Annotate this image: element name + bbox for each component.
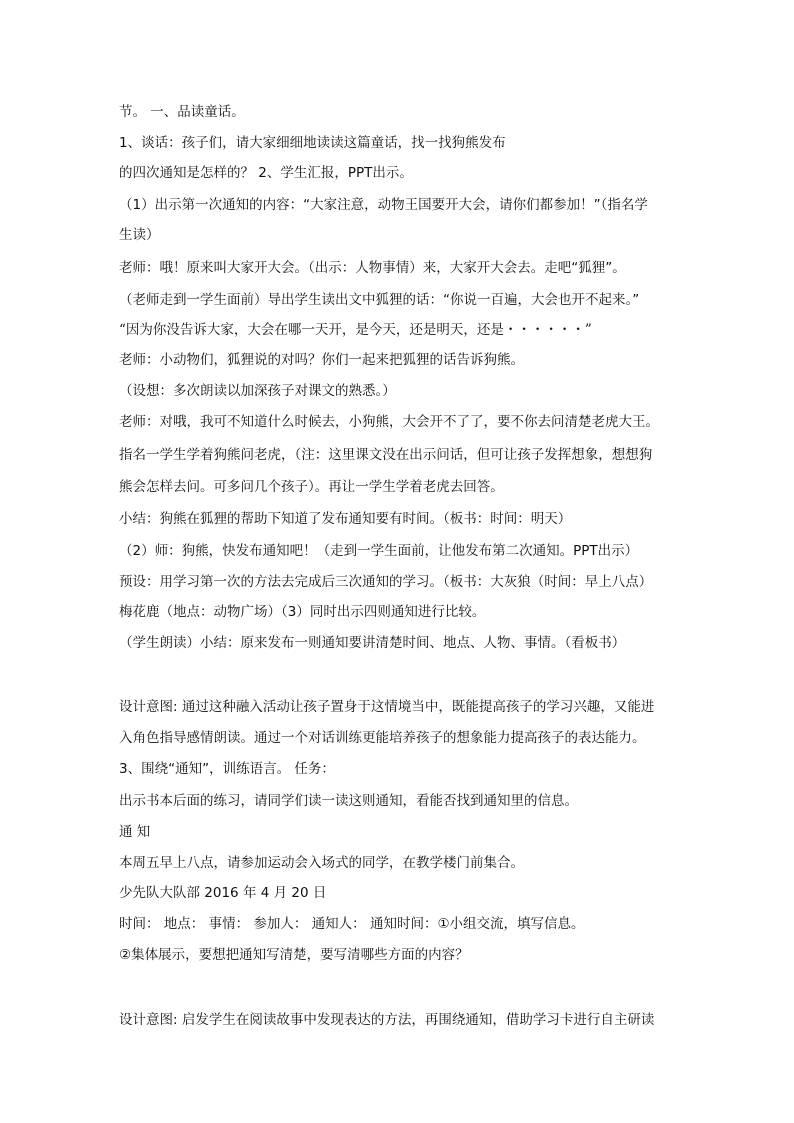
text-line: 生读） bbox=[119, 227, 160, 243]
text-line: 的四次通知是怎样的？ 2、学生汇报，PPT出示。 bbox=[119, 165, 413, 181]
text-line: ②集体展示，要想把通知写清楚，要写清哪些方面的内容？ bbox=[119, 947, 469, 963]
text-line: 时间： 地点： 事情： 参加人： 通知人： 通知时间：①小组交流，填写信息。 bbox=[119, 916, 585, 932]
text-line: 小结：狗熊在狐狸的帮助下知道了发布通知要有时间。（板书：时间：明天） bbox=[119, 511, 572, 527]
notice-heading: 通 知 bbox=[119, 824, 151, 840]
text-line: 老师：对哦，我可不知道什么时候去，小狗熊，大会开不了了，要不你去问清楚老虎大王。 bbox=[119, 414, 659, 430]
text-line: “因为你没告诉大家，大会在哪一天开，是今天，还是明天，还是・・・・・・” bbox=[119, 322, 592, 338]
text-line: 节。 一、品读童话。 bbox=[119, 104, 245, 120]
text-line: 1、谈话：孩子们，请大家细细地读读这篇童话，找一找狗熊发布 bbox=[119, 135, 506, 151]
text-line: （老师走到一学生面前）导出学生读出文中狐狸的话：“你说一百遍，大会也开不起来。” bbox=[119, 292, 640, 308]
text-line: 设计意图: 通过这种融入活动让孩子置身于这情境当中，既能提高孩子的学习兴趣，又能进 bbox=[119, 699, 655, 715]
text-line: （1）出示第一次通知的内容：“大家注意，动物王国要开大会，请你们都参加！”（指名学 bbox=[119, 197, 648, 213]
text-line: （学生朗读）小结：原来发布一则通知要讲清楚时间、地点、人物、事情。（看板书） bbox=[119, 635, 626, 651]
text-line: 梅花鹿（地点：动物广场）（3）同时出示四则通知进行比较。 bbox=[119, 604, 486, 620]
text-line: 出示书本后面的练习，请同学们读一读这则通知，看能否找到通知里的信息。 bbox=[119, 793, 578, 809]
text-line: 熊会怎样去问。可多问几个孩子）。再让一学生学着老虎去回答。 bbox=[119, 479, 504, 495]
text-line: 老师：小动物们，狐狸说的对吗？你们一起来把狐狸的话告诉狗熊。 bbox=[119, 352, 524, 368]
text-line: 本周五早上八点，请参加运动会入场式的同学，在教学楼门前集合。 bbox=[119, 855, 524, 871]
text-line: 3、围绕“通知”，训练语言。 任务： bbox=[119, 761, 335, 777]
text-line: 老师：哦！原来叫大家开大会。（出示：人物事情）来，大家开大会去。走吧“狐狸”。 bbox=[119, 260, 626, 276]
text-line: 设计意图: 启发学生在阅读故事中发现表达的方法，再围绕通知，借助学习卡进行自主研读 bbox=[119, 1012, 655, 1028]
text-line: （2）师：狗熊，快发布通知吧！（走到一学生面前，让他发布第二次通知。PPT出示） bbox=[119, 543, 639, 559]
text-line: 预设：用学习第一次的方法去完成后三次通知的学习。（板书：大灰狼（时间：早上八点） bbox=[119, 574, 653, 590]
text-line: 入角色指导感情朗读。通过一个对话训练更能培养孩子的想象能力提高孩子的表达能力。 bbox=[119, 730, 646, 746]
text-line: 指名一学生学着狗熊问老虎，（注：这里课文没在出示问话，但可让孩子发挥想象，想想狗 bbox=[119, 447, 653, 463]
text-line: 少先队大队部 2016 年 4 月 20 日 bbox=[119, 885, 327, 901]
text-line: （设想：多次朗读以加深孩子对课文的熟悉。） bbox=[119, 383, 396, 399]
